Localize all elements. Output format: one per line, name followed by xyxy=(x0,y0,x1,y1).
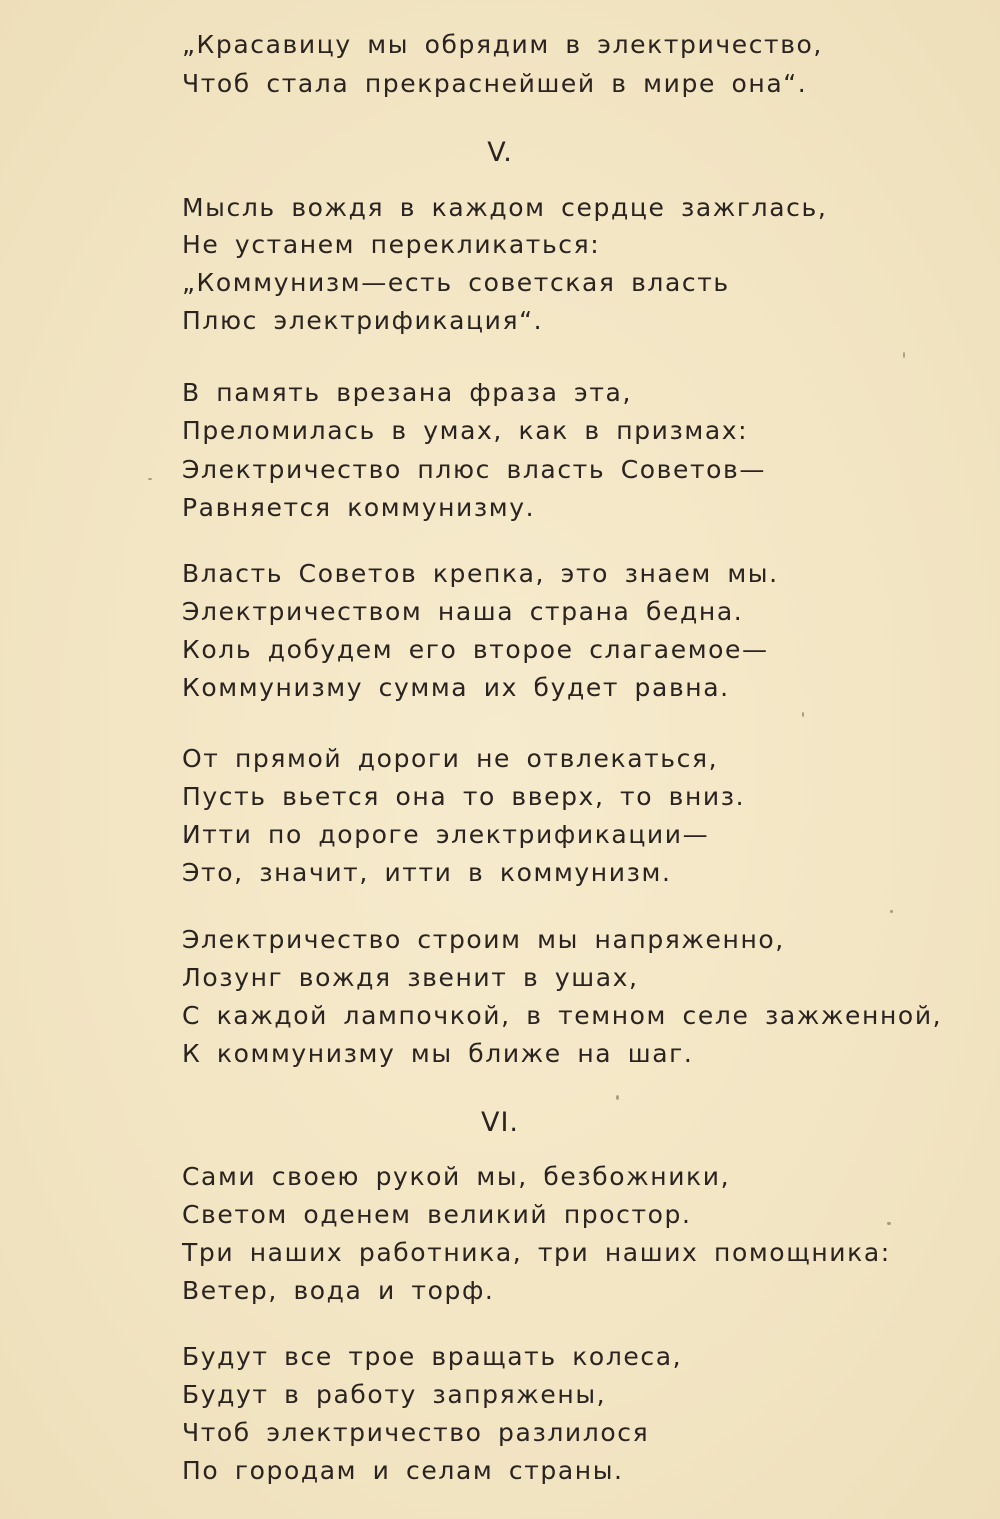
poem-line: Электричество строим мы напряженно, xyxy=(182,925,785,954)
poem-line: Электричеством наша страна бедна. xyxy=(182,597,744,626)
poem-line: По городам и селам страны. xyxy=(182,1456,624,1485)
paper-speck xyxy=(903,352,905,358)
section-heading: VI. xyxy=(480,1107,519,1138)
poem-line: Не устанем перекликаться: xyxy=(182,230,601,259)
poem-line: Сами своею рукой мы, безбожники, xyxy=(182,1162,731,1191)
poem-line: Электричество плюс власть Советов— xyxy=(182,455,766,484)
paper-speck xyxy=(802,712,804,717)
paper-speck xyxy=(890,910,893,913)
poem-line: В память врезана фраза эта, xyxy=(182,378,632,407)
poem-line: Итти по дороге электрификации— xyxy=(182,820,710,849)
poem-line: Чтоб электричество разлилося xyxy=(182,1418,650,1447)
paper-speck xyxy=(887,1222,891,1225)
poem-line: Ветер, вода и торф. xyxy=(182,1276,495,1305)
poem-line: Мысль вождя в каждом сердце зажглась, xyxy=(182,193,828,222)
poem-line: Три наших работника, три наших помощника: xyxy=(182,1238,891,1267)
poem-line: Чтоб стала прекраснейшей в мире она“. xyxy=(182,69,808,98)
section-heading: V. xyxy=(487,137,513,168)
poem-line: Преломилась в умах, как в призмах: xyxy=(182,416,749,445)
poem-line: От прямой дороги не отвлекаться, xyxy=(182,744,719,773)
poem-line: Лозунг вождя звенит в ушах, xyxy=(182,963,639,992)
poem-line: С каждой лампочкой, в темном селе зажженной, xyxy=(182,1001,943,1030)
poem-line: Плюс электрификация“. xyxy=(182,306,544,335)
poem-line: Будут в работу запряжены, xyxy=(182,1380,607,1409)
poem-line: К коммунизму мы ближе на шаг. xyxy=(182,1039,694,1068)
poem-line: „Красавицу мы обрядим в электричество, xyxy=(182,30,823,59)
poem-line: Пусть вьется она то вверх, то вниз. xyxy=(182,782,746,811)
poem-line: Коммунизму сумма их будет равна. xyxy=(182,673,730,702)
poem-line: Власть Советов крепка, это знаем мы. xyxy=(182,559,779,588)
poem-line: Будут все трое вращать колеса, xyxy=(182,1342,683,1371)
poem-line: „Коммунизм—есть советская власть xyxy=(182,268,730,297)
poem-line: Это, значит, итти в коммунизм. xyxy=(182,858,672,887)
paper-speck xyxy=(148,478,152,480)
poem-line: Равняется коммунизму. xyxy=(182,493,536,522)
poem-line: Светом оденем великий простор. xyxy=(182,1200,692,1229)
poem-line: Коль добудем его второе слагаемое— xyxy=(182,635,769,664)
paper-speck xyxy=(616,1095,619,1100)
